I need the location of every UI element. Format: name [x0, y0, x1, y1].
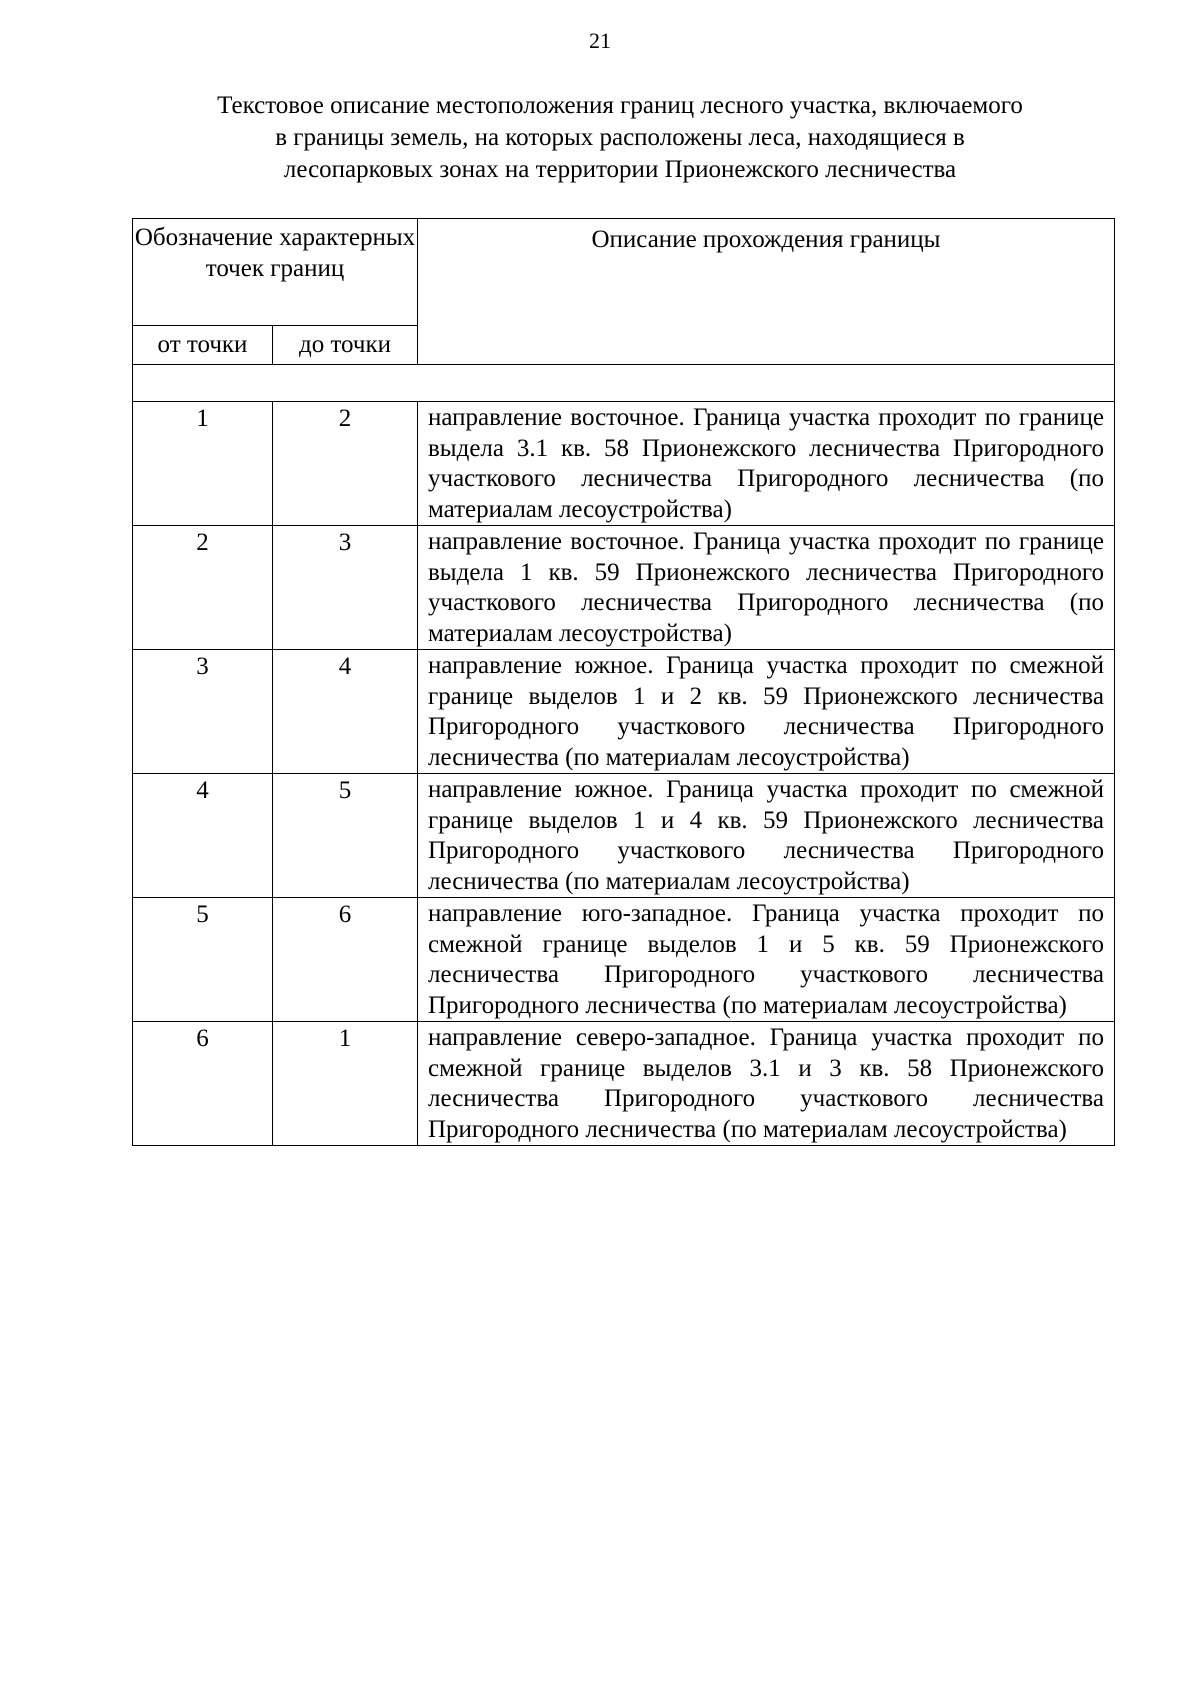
table-row [133, 402, 1115, 526]
title-line: Текстовое описание местоположения границ лесного участка, включаемого [217, 92, 1023, 119]
boundary-description-table [132, 218, 1115, 1146]
description-cell: направление южное. Граница участка проходит по смежной границе выделов 1 и 2 кв. 59 Прионежского лесничества Пригородного участкового лесничества Пригородного лесничества (по материалам лесоустройства) [418, 650, 1115, 774]
table-row [133, 774, 1115, 898]
description-cell: направление южное. Граница участка проходит по смежной границе выделов 1 и 4 кв. 59 Прионежского лесничества Пригородного участкового лесничества Пригородного лесничества (по материалам лесоустройства) [418, 774, 1115, 898]
table-row [133, 1022, 1115, 1146]
description-cell: направление восточное. Граница участка проходит по границе выдела 1 кв. 59 Прионежского лесничества Пригородного участкового лесничества Пригородного лесничества (по материалам лесоустройства) [418, 526, 1115, 650]
from-point-cell: 6 [133, 1022, 273, 1146]
empty-row [133, 365, 1115, 402]
header-description: Описание прохождения границы [418, 219, 1115, 365]
from-point-cell: 2 [133, 526, 273, 650]
header-from-point: от точки [133, 326, 273, 365]
to-point-cell: 1 [273, 1022, 418, 1146]
header-points-group: Обозначение характерных точек границ [133, 219, 418, 326]
empty-cell [133, 365, 1115, 402]
header-to-point: до точки [273, 326, 418, 365]
title-line: лесопарковых зонах на территории Прионежского лесничества [283, 156, 957, 183]
table-row [133, 898, 1115, 1022]
to-point-cell: 2 [273, 402, 418, 526]
document-title [140, 90, 1100, 186]
from-point-cell: 3 [133, 650, 273, 774]
to-point-cell: 3 [273, 526, 418, 650]
title-line: в границы земель, на которых расположены леса, находящиеся в [275, 124, 965, 151]
description-cell: направление восточное. Граница участка проходит по границе выдела 3.1 кв. 58 Прионежского лесничества Пригородного участкового лесничества Пригородного лесничества (по материалам лесоустройства) [418, 402, 1115, 526]
from-point-cell: 5 [133, 898, 273, 1022]
description-cell: направление юго-западное. Граница участка проходит по смежной границе выделов 1 и 5 кв. 59 Прионежского лесничества Пригородного участкового лесничества Пригородного лесничества (по материалам лесоустройства) [418, 898, 1115, 1022]
table-row [133, 526, 1115, 650]
to-point-cell: 6 [273, 898, 418, 1022]
page-number: 21 [589, 28, 611, 53]
table-row [133, 650, 1115, 774]
to-point-cell: 5 [273, 774, 418, 898]
description-cell: направление северо-западное. Граница участка проходит по смежной границе выделов 3.1 и 3 кв. 58 Прионежского лесничества Пригородного участкового лесничества Пригородного лесничества (по материалам лесоустройства) [418, 1022, 1115, 1146]
to-point-cell: 4 [273, 650, 418, 774]
from-point-cell: 1 [133, 402, 273, 526]
from-point-cell: 4 [133, 774, 273, 898]
table-header-row [133, 219, 1115, 326]
